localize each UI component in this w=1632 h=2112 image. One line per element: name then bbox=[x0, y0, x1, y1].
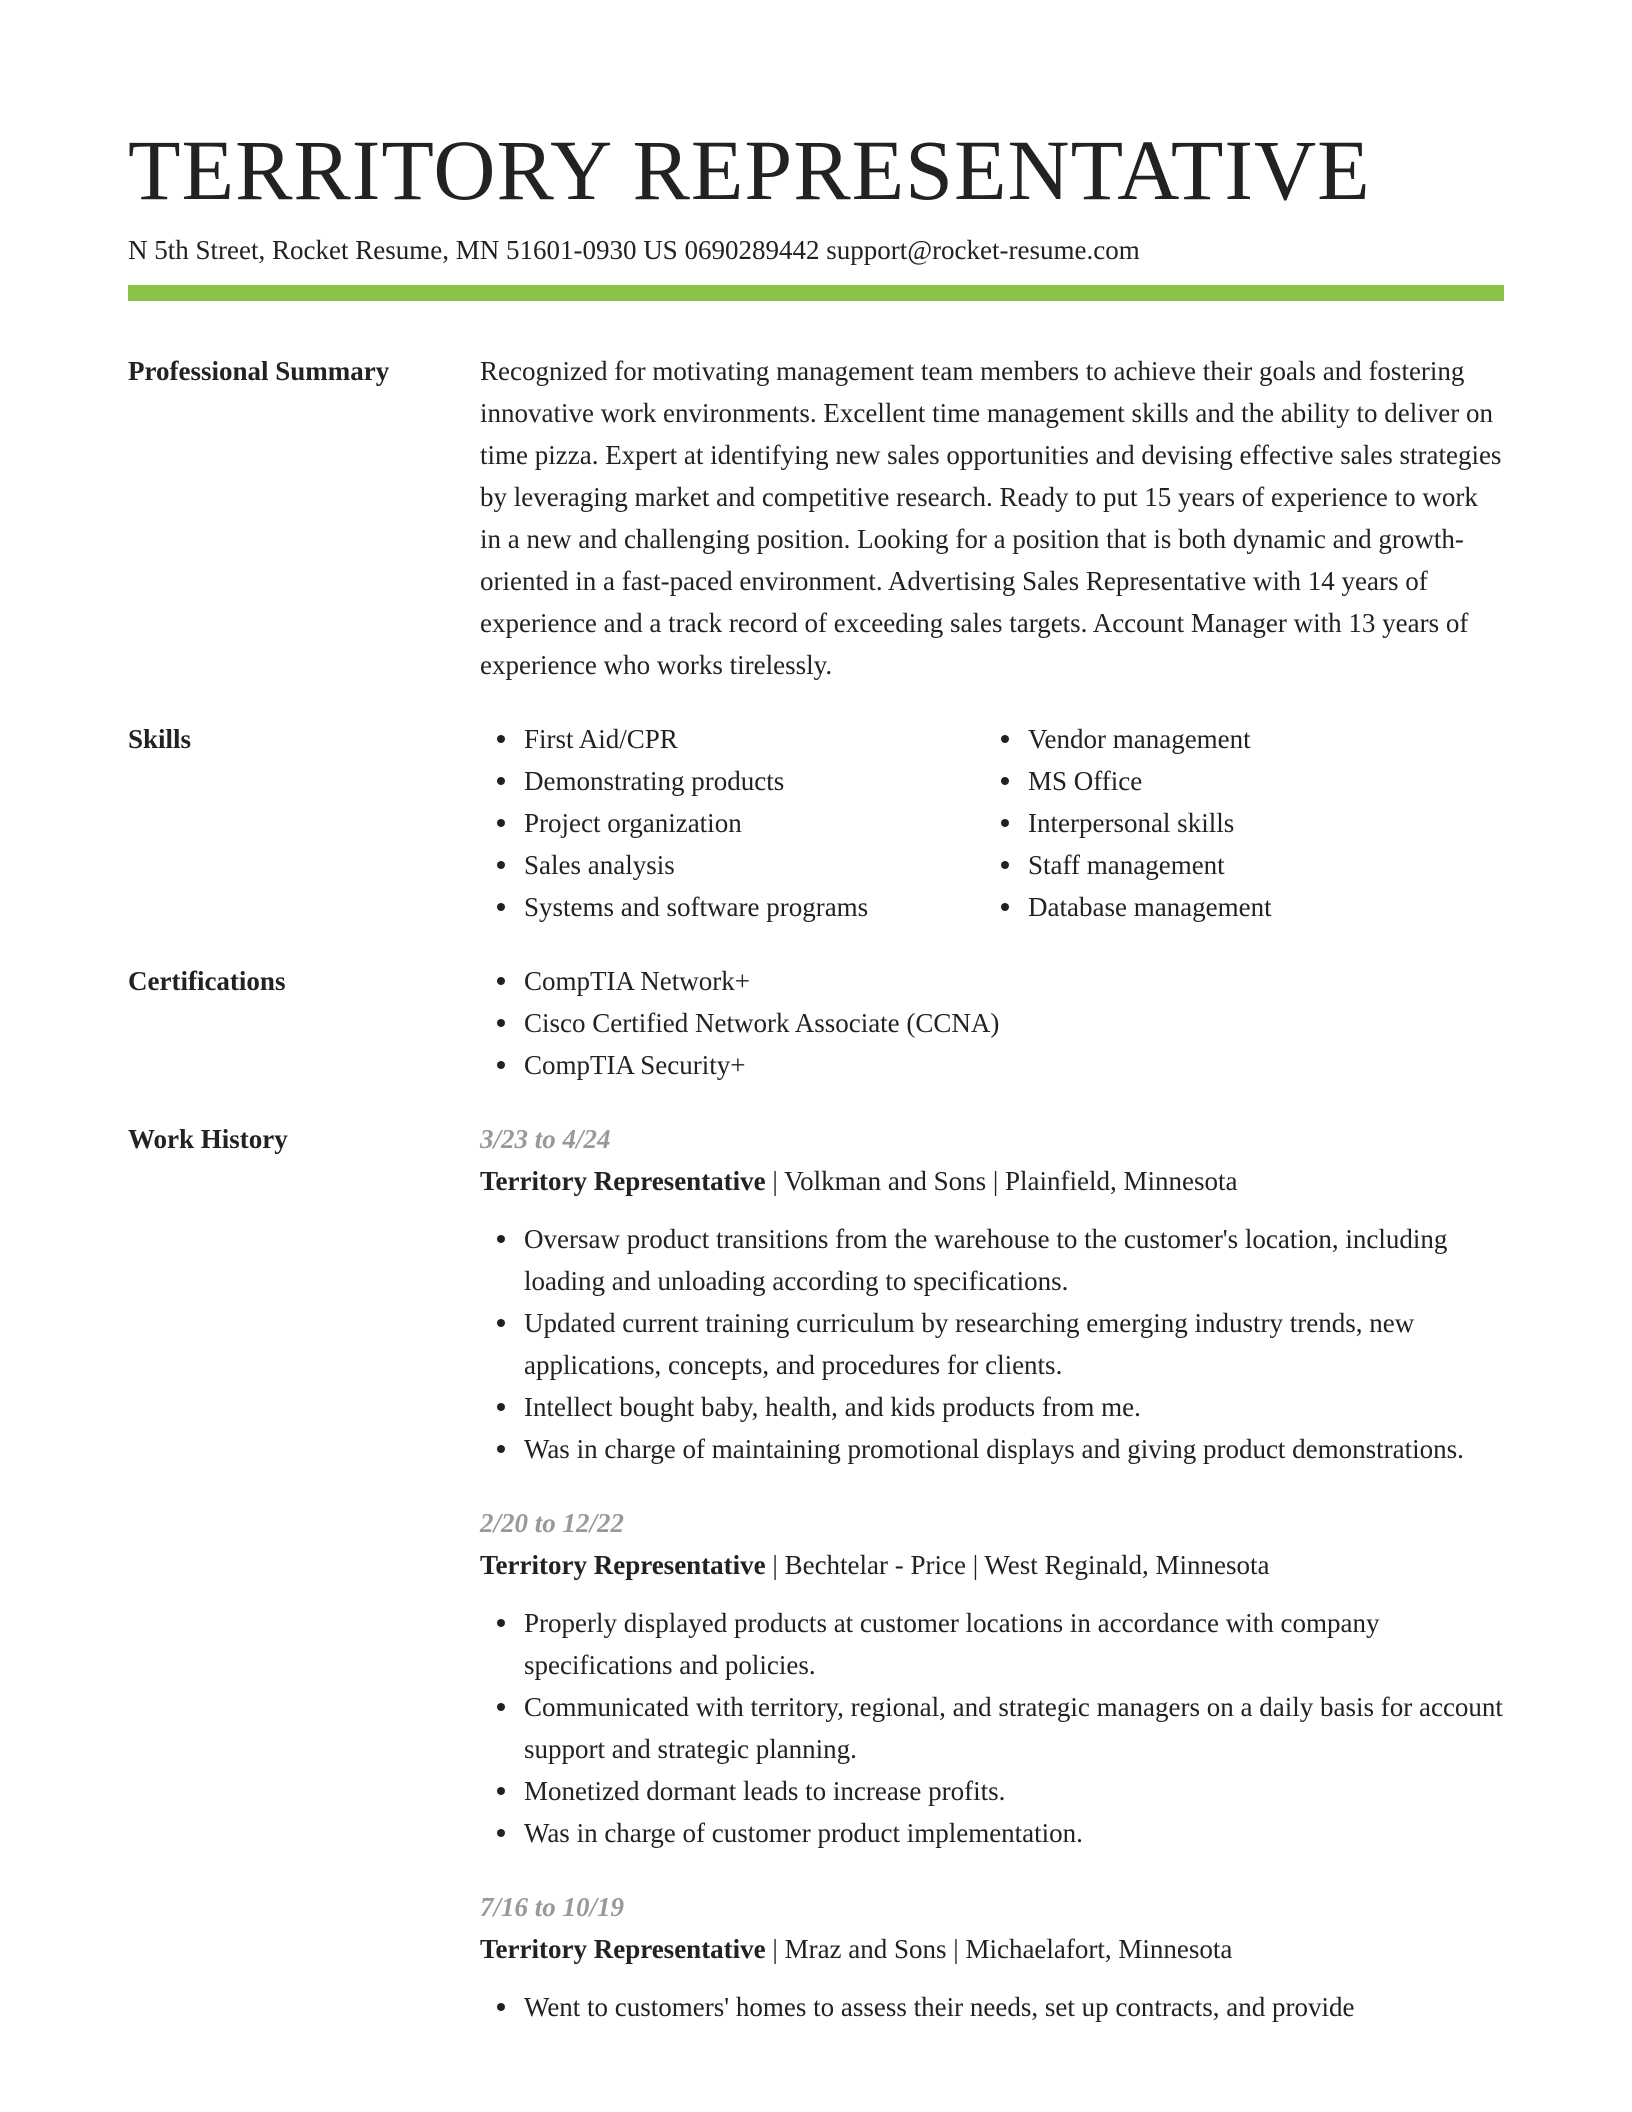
job-bullet bbox=[524, 1686, 1504, 1770]
resume-header bbox=[128, 120, 1504, 268]
skill-item-text: First Aid/CPR bbox=[524, 724, 678, 754]
skill-item bbox=[1028, 718, 1488, 760]
job-title: Territory Representative bbox=[480, 1934, 766, 1964]
bullet-dot-icon bbox=[497, 1703, 505, 1711]
contact-info: N 5th Street, Rocket Resume, MN 51601-0930 US 0690289442 support@rocket-resume.com bbox=[128, 235, 1140, 265]
certifications-list bbox=[480, 960, 1504, 1086]
job-heading bbox=[480, 1544, 1504, 1586]
skill-item-text: Sales analysis bbox=[524, 850, 675, 880]
bullet-dot-icon bbox=[1001, 903, 1009, 911]
bullet-dot-icon bbox=[497, 903, 505, 911]
job-bullet-text: Intellect bought baby, health, and kids products from me. bbox=[524, 1392, 1141, 1422]
bullet-dot-icon bbox=[497, 1235, 505, 1243]
bullet-dot-icon bbox=[497, 1319, 505, 1327]
bullet-dot-icon bbox=[497, 777, 505, 785]
bullet-dot-icon bbox=[1001, 861, 1009, 869]
job-bullets bbox=[480, 1218, 1504, 1470]
bullet-dot-icon bbox=[497, 2003, 505, 2011]
skills-list-left bbox=[480, 718, 984, 928]
job-dates: 7/16 to 10/19 bbox=[480, 1892, 625, 1922]
certification-item bbox=[524, 960, 1504, 1002]
bullet-dot-icon bbox=[497, 861, 505, 869]
certifications-section bbox=[128, 960, 1504, 1086]
skill-item-text: Systems and software programs bbox=[524, 892, 869, 922]
skill-item bbox=[1028, 886, 1488, 928]
section-title-certifications: Certifications bbox=[128, 966, 286, 996]
job-employer-location: | Mraz and Sons | Michaelafort, Minnesota bbox=[765, 1934, 1233, 1964]
job-bullet bbox=[524, 1812, 1504, 1854]
bullet-dot-icon bbox=[497, 1403, 505, 1411]
skill-item bbox=[524, 718, 984, 760]
bullet-dot-icon bbox=[497, 1829, 505, 1837]
summary-section bbox=[128, 350, 1504, 686]
bullet-dot-icon bbox=[497, 1061, 505, 1069]
job-heading bbox=[480, 1928, 1504, 1970]
job-bullet-text: Was in charge of maintaining promotional displays and giving product demonstrations. bbox=[524, 1434, 1464, 1464]
job-bullet bbox=[524, 1302, 1504, 1386]
job-bullets bbox=[480, 1602, 1504, 1854]
skill-item bbox=[524, 802, 984, 844]
skills-list-right bbox=[984, 718, 1488, 928]
job-bullet-text: Communicated with territory, regional, and strategic managers on a daily basis for account support and strategic planning. bbox=[524, 1692, 1503, 1764]
section-title-skills: Skills bbox=[128, 724, 192, 754]
bullet-dot-icon bbox=[1001, 735, 1009, 743]
job-bullet-text: Was in charge of customer product implementation. bbox=[524, 1818, 1083, 1848]
job-heading bbox=[480, 1160, 1504, 1202]
bullet-dot-icon bbox=[497, 1619, 505, 1627]
job-entry bbox=[480, 1502, 1504, 1854]
skill-item-text: Staff management bbox=[1028, 850, 1225, 880]
job-bullet-text: Properly displayed products at customer locations in accordance with company specifications and policies. bbox=[524, 1608, 1380, 1680]
job-bullet bbox=[524, 1428, 1504, 1470]
job-entry bbox=[480, 1118, 1504, 1470]
job-bullet bbox=[524, 1602, 1504, 1686]
summary-text: Recognized for motivating management team members to achieve their goals and fostering innovative work environments. Excellent time management skills and the ability to deliver on time pizza. Expert at identifying new sales opportunities and devising effective sales strategies by leveraging market and competitive research. Ready to put 15 years of experience to work in a new and challenging position. Looking for a position that is both dynamic and growth-oriented in a fast-paced environment. Advertising Sales Representative with 14 years of experience and a track record of exceeding sales targets. Account Manager with 13 years of experience who works tirelessly. bbox=[480, 356, 1502, 680]
certification-item bbox=[524, 1044, 1504, 1086]
section-title-work-history: Work History bbox=[128, 1124, 288, 1154]
bullet-dot-icon bbox=[497, 1787, 505, 1795]
job-bullet-text: Monetized dormant leads to increase profits. bbox=[524, 1776, 1006, 1806]
job-dates: 3/23 to 4/24 bbox=[480, 1124, 611, 1154]
candidate-title: TERRITORY REPRESENTATIVE bbox=[128, 122, 1371, 218]
job-bullet bbox=[524, 1986, 1504, 2028]
job-bullets bbox=[480, 1986, 1504, 2028]
skill-item-text: Demonstrating products bbox=[524, 766, 785, 796]
bullet-dot-icon bbox=[1001, 777, 1009, 785]
skill-item-text: Database management bbox=[1028, 892, 1272, 922]
certification-item-text: CompTIA Network+ bbox=[524, 966, 750, 996]
work-history-section bbox=[128, 1118, 1504, 2060]
skill-item bbox=[524, 844, 984, 886]
skill-item-text: Project organization bbox=[524, 808, 742, 838]
skill-item-text: Vendor management bbox=[1028, 724, 1251, 754]
job-bullet-text: Oversaw product transitions from the warehouse to the customer's location, including loading and unloading according to specifications. bbox=[524, 1224, 1448, 1296]
bullet-dot-icon bbox=[497, 735, 505, 743]
job-title: Territory Representative bbox=[480, 1550, 766, 1580]
skill-item bbox=[1028, 760, 1488, 802]
skill-item-text: MS Office bbox=[1028, 766, 1143, 796]
job-bullet-text: Went to customers' homes to assess their needs, set up contracts, and provide bbox=[524, 1992, 1355, 2022]
skill-item bbox=[524, 886, 984, 928]
bullet-dot-icon bbox=[497, 1019, 505, 1027]
skill-item bbox=[1028, 802, 1488, 844]
job-bullet bbox=[524, 1218, 1504, 1302]
bullet-dot-icon bbox=[497, 977, 505, 985]
resume-sections bbox=[128, 350, 1504, 2092]
job-bullet bbox=[524, 1386, 1504, 1428]
certification-item-text: Cisco Certified Network Associate (CCNA) bbox=[524, 1008, 1000, 1038]
job-entry bbox=[480, 1886, 1504, 2028]
bullet-dot-icon bbox=[497, 819, 505, 827]
job-employer-location: | Bechtelar - Price | West Reginald, Minnesota bbox=[765, 1550, 1270, 1580]
bullet-dot-icon bbox=[497, 1445, 505, 1453]
section-title-summary: Professional Summary bbox=[128, 356, 390, 386]
certification-item bbox=[524, 1002, 1504, 1044]
job-title: Territory Representative bbox=[480, 1166, 766, 1196]
job-bullet bbox=[524, 1770, 1504, 1812]
certification-item-text: CompTIA Security+ bbox=[524, 1050, 746, 1080]
job-dates: 2/20 to 12/22 bbox=[480, 1508, 625, 1538]
job-bullet-text: Updated current training curriculum by researching emerging industry trends, new applications, concepts, and procedures for clients. bbox=[524, 1308, 1415, 1380]
skills-section bbox=[128, 718, 1504, 928]
skill-item bbox=[1028, 844, 1488, 886]
accent-divider bbox=[128, 285, 1504, 301]
bullet-dot-icon bbox=[1001, 819, 1009, 827]
skill-item bbox=[524, 760, 984, 802]
job-employer-location: | Volkman and Sons | Plainfield, Minnesota bbox=[765, 1166, 1238, 1196]
jobs-list bbox=[480, 1118, 1504, 2060]
skill-item-text: Interpersonal skills bbox=[1028, 808, 1235, 838]
